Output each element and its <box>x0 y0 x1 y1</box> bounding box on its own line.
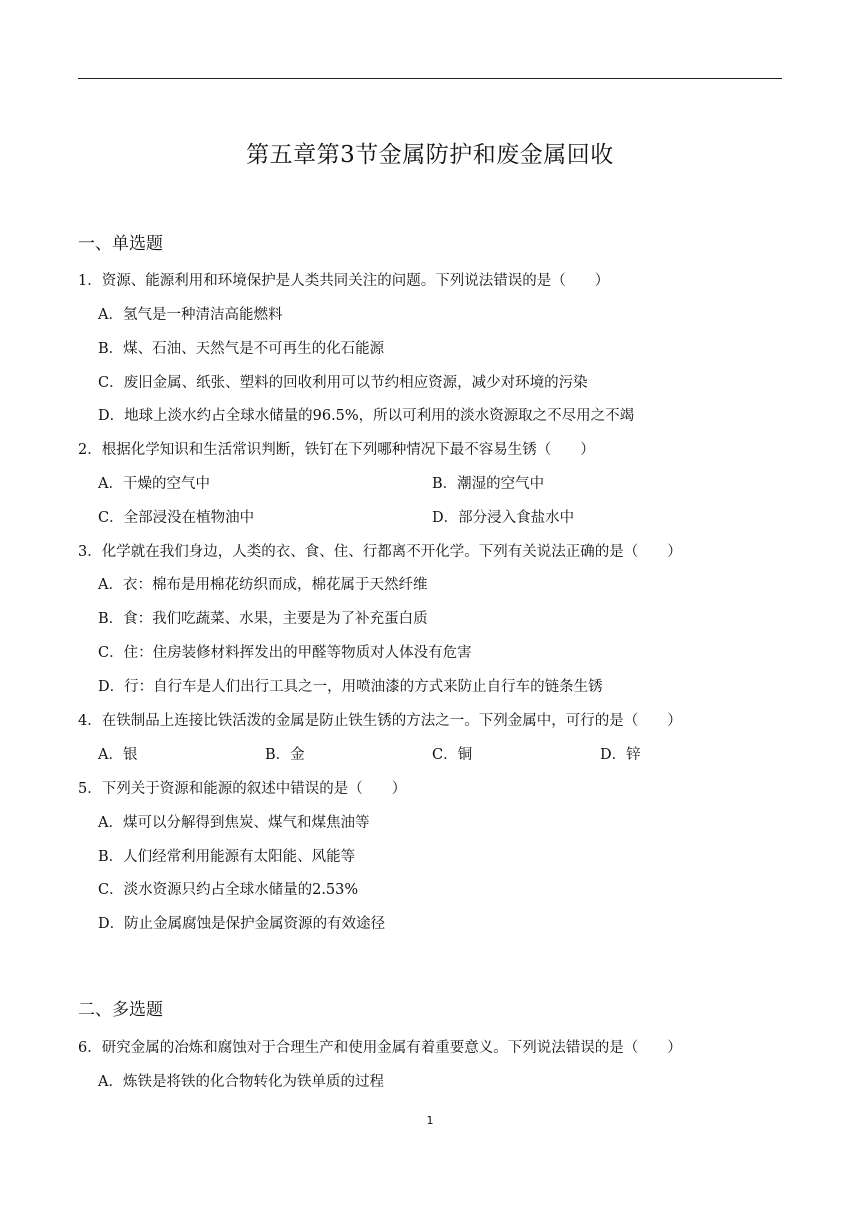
question-6-stem: 6．研究金属的冶炼和腐蚀对于合理生产和使用金属有着重要意义。下列说法错误的是（ ） <box>78 1040 682 1056</box>
question-4-option-a: A．银 <box>98 747 138 763</box>
question-3-option-b: B．食：我们吃蔬菜、水果，主要是为了补充蛋白质 <box>98 611 428 627</box>
question-6-option-a: A．炼铁是将铁的化合物转化为铁单质的过程 <box>98 1074 384 1090</box>
header-rule <box>78 78 782 79</box>
page-title: 第五章第3节金属防护和废金属回收 <box>246 142 614 168</box>
question-1-option-c: C．废旧金属、纸张、塑料的回收利用可以节约相应资源，减少对环境的污染 <box>98 375 588 391</box>
question-4-option-d: D．锌 <box>600 747 641 763</box>
question-3-option-c: C．住：住房装修材料挥发出的甲醛等物质对人体没有危害 <box>98 645 472 661</box>
question-1-stem: 1．资源、能源利用和环境保护是人类共同关注的问题。下列说法错误的是（ ） <box>78 273 610 289</box>
question-1-option-b: B．煤、石油、天然气是不可再生的化石能源 <box>98 341 385 357</box>
page-number: 1 <box>426 1114 434 1127</box>
section-heading-multiple-choice: 二、多选题 <box>78 1000 163 1020</box>
question-5-option-d: D．防止金属腐蚀是保护金属资源的有效途径 <box>98 916 386 932</box>
question-4-option-c: C．铜 <box>432 747 473 763</box>
question-5-option-a: A．煤可以分解得到焦炭、煤气和煤焦油等 <box>98 815 370 831</box>
question-3-option-a: A．衣：棉布是用棉花纺织而成，棉花属于天然纤维 <box>98 577 428 593</box>
question-2-option-d: D．部分浸入食盐水中 <box>432 510 575 526</box>
section-heading-single-choice: 一、单选题 <box>78 234 163 254</box>
question-4-option-b: B．金 <box>265 747 305 763</box>
question-5-option-b: B．人们经常利用能源有太阳能、风能等 <box>98 849 356 865</box>
question-2-stem: 2．根据化学知识和生活常识判断，铁钉在下列哪种情况下最不容易生锈（ ） <box>78 442 595 458</box>
question-1-option-a: A．氢气是一种清洁高能燃料 <box>98 307 283 323</box>
question-3-option-d: D．行：自行车是人们出行工具之一，用喷油漆的方式来防止自行车的链条生锈 <box>98 679 603 695</box>
question-5-option-c: C．淡水资源只约占全球水储量的2.53% <box>98 882 359 898</box>
question-2-option-b: B．潮湿的空气中 <box>432 476 545 492</box>
question-2-option-c: C．全部浸没在植物油中 <box>98 510 255 526</box>
question-1-option-d: D．地球上淡水约占全球水储量的96.5%，所以可利用的淡水资源取之不尽用之不竭 <box>98 408 635 424</box>
question-2-option-a: A．干燥的空气中 <box>98 476 210 492</box>
question-4-stem: 4．在铁制品上连接比铁活泼的金属是防止铁生锈的方法之一。下列金属中，可行的是（ ） <box>78 713 682 729</box>
question-3-stem: 3．化学就在我们身边，人类的衣、食、住、行都离不开化学。下列有关说法正确的是（ ） <box>78 544 682 560</box>
question-5-stem: 5．下列关于资源和能源的叙述中错误的是（ ） <box>78 781 407 797</box>
